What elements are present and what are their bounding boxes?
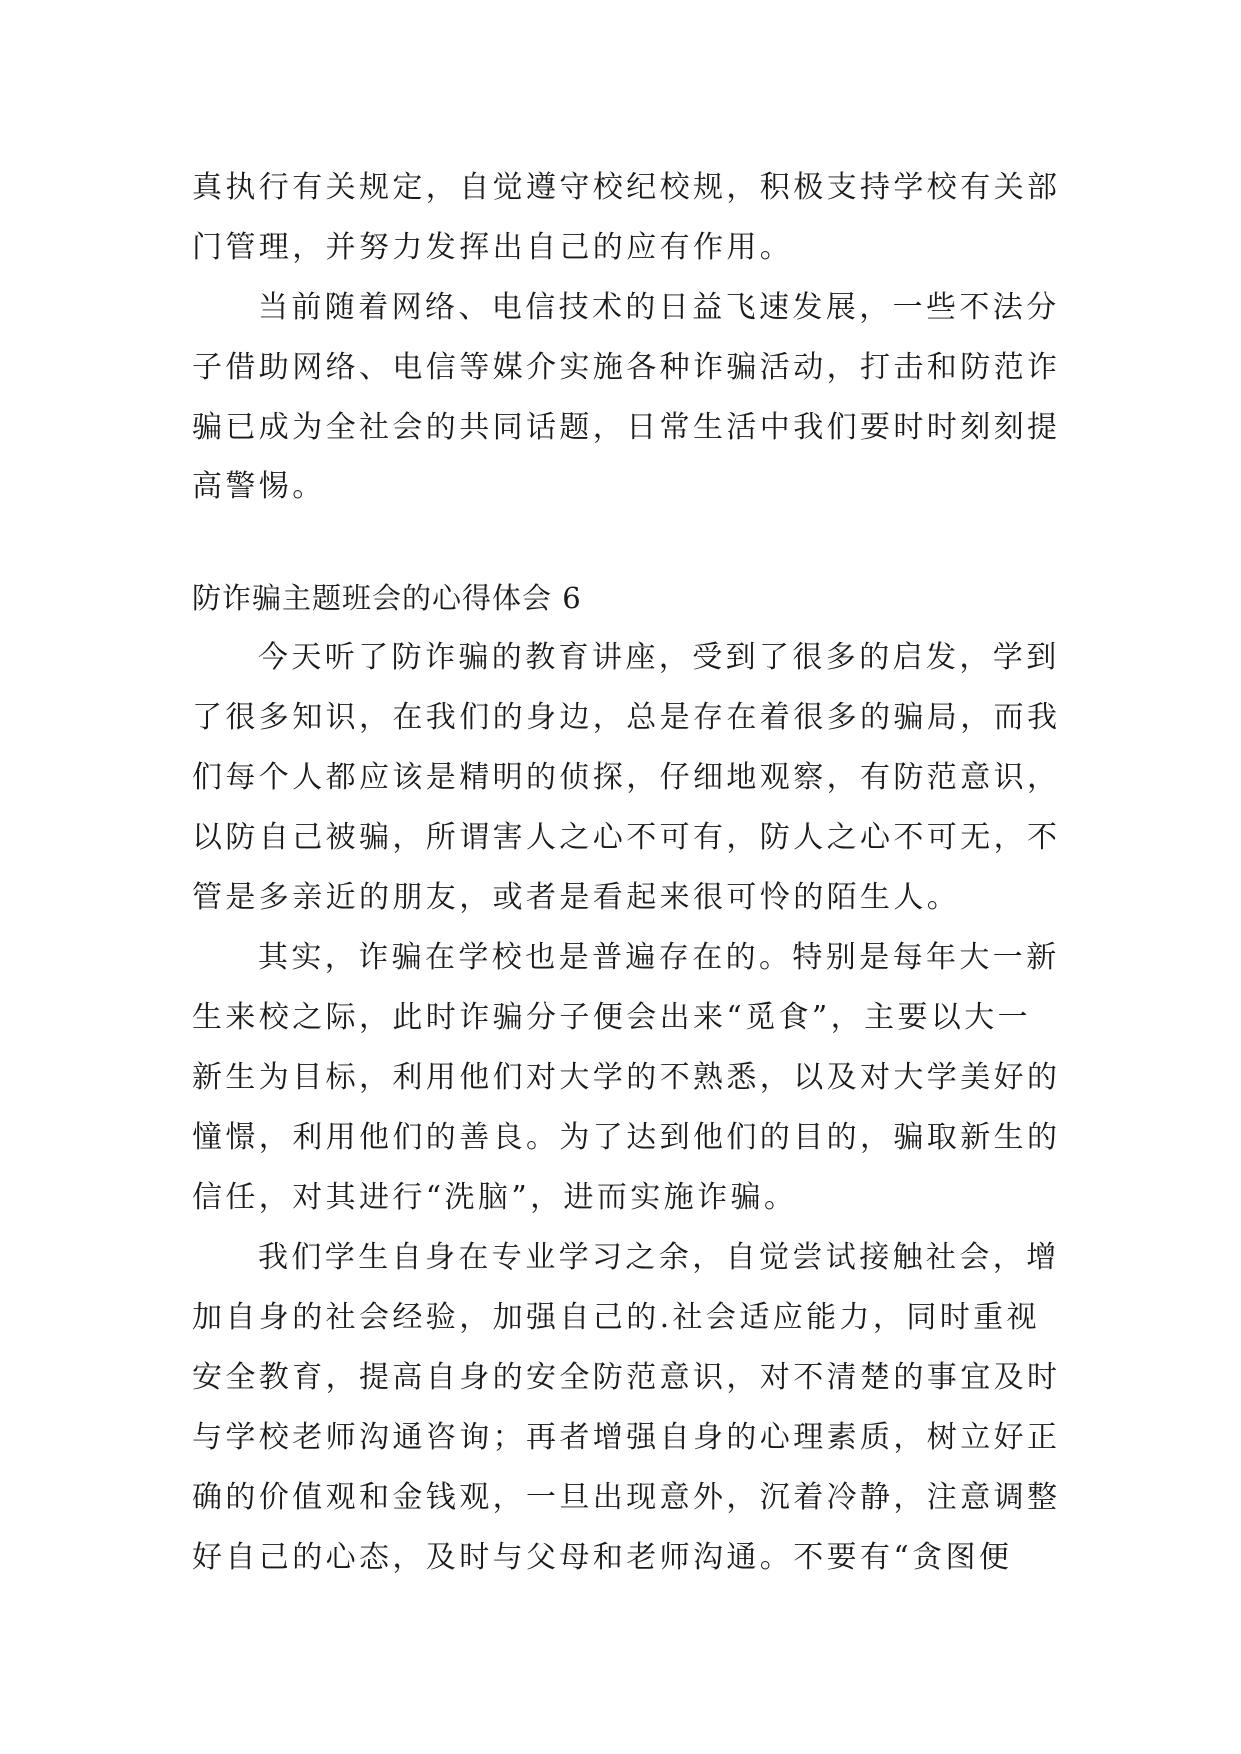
text-line: 们每个人都应该是精明的侦探，仔细地观察，有防范意识， <box>192 760 1061 795</box>
text-line: 今天听了防诈骗的教育讲座，受到了很多的启发，学到 <box>258 640 1060 675</box>
text-line: 与学校老师沟通咨询；再者增强自身的心理素质，树立好正 <box>192 1420 1061 1455</box>
text-line: 门管理，并努力发挥出自己的应有作用。 <box>192 230 794 265</box>
text-line: 其实，诈骗在学校也是普遍存在的。特别是每年大一新 <box>258 940 1060 975</box>
text-line: 安全教育，提高自身的安全防范意识，对不清楚的事宜及时 <box>192 1360 1061 1395</box>
text-line: 了很多知识，在我们的身边，总是存在着很多的骗局，而我 <box>192 700 1061 735</box>
text-line: 好自己的心态，及时与父母和老师沟通。不要有“贪图便 <box>192 1540 1013 1575</box>
text-line: 以防自己被骗，所谓害人之心不可有，防人之心不可无，不 <box>192 820 1061 855</box>
text-line: 生来校之际，此时诈骗分子便会出来“觅食”，主要以大一 <box>192 1000 1032 1035</box>
text-line: 骗已成为全社会的共同话题，日常生活中我们要时时刻刻提 <box>192 410 1061 445</box>
text-line: 加自身的社会经验，加强自己的.社会适应能力，同时重视 <box>192 1300 1040 1335</box>
text-line: 信任，对其进行“洗脑”，进而实施诈骗。 <box>192 1180 798 1215</box>
text-line: 子借助网络、电信等媒介实施各种诈骗活动，打击和防范诈 <box>192 350 1061 385</box>
text-line: 确的价值观和金钱观，一旦出现意外，沉着冷静，注意调整 <box>192 1480 1061 1515</box>
text-line: 管是多亲近的朋友，或者是看起来很可怜的陌生人。 <box>192 880 961 915</box>
text-line: 当前随着网络、电信技术的日益飞速发展，一些不法分 <box>258 290 1060 325</box>
text-line: 我们学生自身在专业学习之余，自觉尝试接触社会，增 <box>258 1240 1060 1275</box>
text-line: 新生为目标，利用他们对大学的不熟悉，以及对大学美好的 <box>192 1060 1061 1095</box>
section-title: 防诈骗主题班会的心得体会 6 <box>192 581 582 615</box>
text-line: 高警惕。 <box>192 469 326 504</box>
text-line: 憧憬，利用他们的善良。为了达到他们的目的，骗取新生的 <box>192 1120 1061 1155</box>
text-line: 真执行有关规定，自觉遵守校纪校规，积极支持学校有关部 <box>192 170 1061 205</box>
